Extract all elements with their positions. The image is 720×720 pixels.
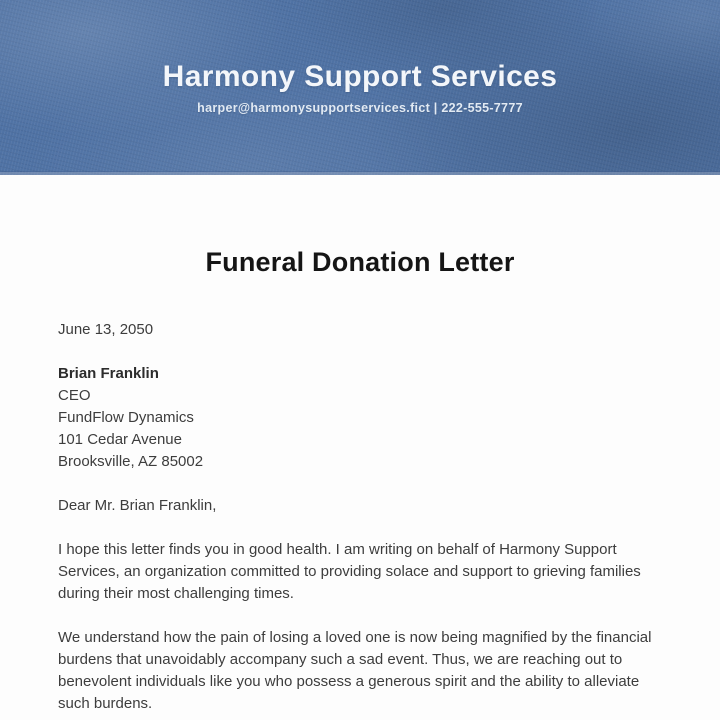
letter-paragraph: We understand how the pain of losing a loved one is now being magnified by the financial burdens that unavoidably accompany such a sad event. Thus, we are reaching out to benevolent individuals like you who possess a generous spirit and the ability to alleviate such burdens.	[58, 629, 652, 712]
recipient-address-block	[58, 363, 662, 473]
salutation: Dear Mr. Brian Franklin,	[58, 497, 217, 514]
recipient-job-title: CEO	[58, 387, 91, 404]
letter-date: June 13, 2050	[58, 321, 154, 338]
letter-paragraph: I hope this letter finds you in good health. I am writing on behalf of Harmony Support Services, an organization committed to providing solace and support to grieving families during their most challenging times.	[58, 541, 641, 602]
organization-name: Harmony Support Services	[162, 60, 558, 93]
document-title: Funeral Donation Letter	[205, 247, 515, 277]
letterhead-banner	[0, 0, 720, 175]
recipient-company: FundFlow Dynamics	[58, 409, 194, 426]
recipient-street: 101 Cedar Avenue	[58, 431, 182, 448]
recipient-name: Brian Franklin	[58, 365, 159, 382]
recipient-city-state-zip: Brooksville, AZ 85002	[58, 453, 204, 470]
contact-info: harper@harmonysupportservices.fict | 222-555-7777	[197, 101, 523, 115]
letter-body	[0, 319, 720, 715]
